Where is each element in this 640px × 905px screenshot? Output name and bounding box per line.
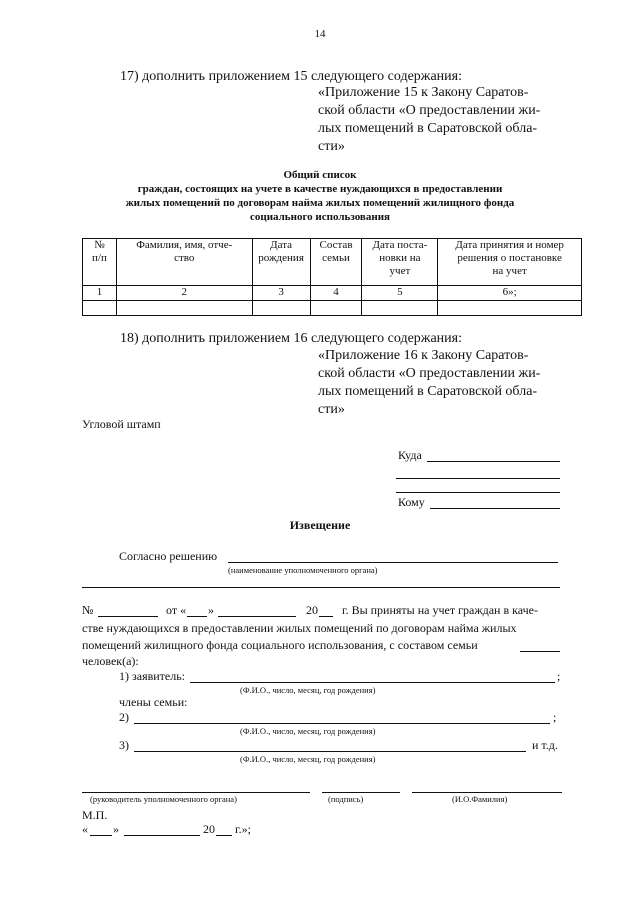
table-cell <box>116 301 252 316</box>
signature-line <box>322 792 400 793</box>
applicant-caption: (Ф.И.О., число, месяц, год рождения) <box>240 685 376 695</box>
quote-line: сти» <box>318 139 345 154</box>
quote-line: сти» <box>318 402 345 417</box>
paragraph-line-4: человек(а): <box>82 654 139 668</box>
year-blank <box>319 616 333 617</box>
table-cell: 4 <box>310 286 362 301</box>
decision-caption: (наименование уполномоченного органа) <box>228 565 378 575</box>
from-label: от « <box>166 603 187 617</box>
date-year-prefix: 20 <box>203 822 215 836</box>
table-cell: 1 <box>83 286 117 301</box>
signature-caption: (подпись) <box>328 794 364 804</box>
quote-line: «Приложение 16 к Закону Саратов- <box>318 348 529 363</box>
table-header-cell: Фамилия, имя, отче- ство <box>116 239 252 286</box>
head-caption: (руководитель уполномоченного органа) <box>90 794 237 804</box>
number-label: № <box>82 603 94 617</box>
decision-line <box>228 562 558 563</box>
paragraph-line-1: г. Вы приняты на учет граждан в каче- <box>342 603 538 617</box>
paragraph-line-2: стве нуждающихся в предоставлении жилых помещений по договорам найма жилых <box>82 621 517 635</box>
decision-line-2 <box>82 587 560 588</box>
semicolon: ; <box>553 710 557 724</box>
table-header-cell: Дата рождения <box>252 239 310 286</box>
semicolon: ; <box>557 669 561 683</box>
address-line <box>396 478 560 479</box>
date-close-quote: » <box>113 822 119 836</box>
item-17-quote <box>318 84 560 156</box>
table-cell: 5 <box>362 286 438 301</box>
decision-label: Согласно решению <box>119 549 218 563</box>
table-number-row <box>83 286 582 301</box>
date-year-blank <box>216 835 232 836</box>
date-month-blank <box>124 835 200 836</box>
date-year-suffix: г.»; <box>235 822 251 836</box>
date-day-blank <box>90 835 112 836</box>
member-3-line <box>134 751 526 752</box>
list-title-line: жилых помещений по договорам найма жилых помещений жилищного фонда <box>125 197 515 209</box>
list-title-line: граждан, состоящих на учете в качестве нуждающихся в предоставлении <box>137 183 503 195</box>
table-cell: 3 <box>252 286 310 301</box>
table-header-cell: № п/п <box>83 239 117 286</box>
head-signature-line <box>82 792 310 793</box>
name-line <box>412 792 562 793</box>
list-title <box>60 168 580 224</box>
item-18-text: 18) дополнить приложением 16 следующего содержания: <box>120 331 462 346</box>
member-2-label: 2) <box>119 710 129 724</box>
whom-label: Кому <box>398 495 425 509</box>
notice-title: Извещение <box>289 518 351 532</box>
quote-line: ской области «О предоставлении жи- <box>318 366 541 381</box>
etc-label: и т.д. <box>532 738 558 752</box>
table-cell <box>362 301 438 316</box>
where-label: Куда <box>398 448 422 462</box>
seal-label: М.П. <box>82 808 108 822</box>
date-open-quote: « <box>82 822 88 836</box>
whom-line <box>430 508 560 509</box>
item-18-quote <box>318 347 560 419</box>
list-title-line: социального использования <box>249 211 390 223</box>
quote-line: лых помещений в Саратовской обла- <box>318 121 538 136</box>
month-blank <box>218 616 296 617</box>
applicant-label: 1) заявитель: <box>119 669 186 683</box>
applicant-line <box>190 682 555 683</box>
quote-line: лых помещений в Саратовской обла- <box>318 384 538 399</box>
citizens-table <box>82 238 582 316</box>
quote-line: «Приложение 15 к Закону Саратов- <box>318 85 529 100</box>
table-cell <box>438 301 582 316</box>
address-line <box>396 492 560 493</box>
family-members-label: члены семьи: <box>119 695 188 709</box>
day-blank <box>187 616 207 617</box>
table-header-cell: Дата принятия и номер решения о постановке на учет <box>438 239 582 286</box>
member-2-line <box>134 723 550 724</box>
table-cell <box>83 301 117 316</box>
name-caption: (И.О.Фамилия) <box>452 794 508 804</box>
table-cell: 2 <box>116 286 252 301</box>
table-header-cell: Состав семьи <box>310 239 362 286</box>
paragraph-line-3: помещений жилищного фонда социального использования, с составом семьи <box>82 638 478 652</box>
page-number: 14 <box>314 28 326 40</box>
member-2-caption: (Ф.И.О., число, месяц, год рождения) <box>240 726 376 736</box>
where-line <box>427 461 560 462</box>
quote-close: » <box>208 603 214 617</box>
year-prefix: 20 <box>306 603 318 617</box>
number-blank <box>98 616 158 617</box>
table-cell <box>310 301 362 316</box>
table-header-row <box>83 239 582 286</box>
member-3-label: 3) <box>119 738 129 752</box>
member-3-caption: (Ф.И.О., число, месяц, год рождения) <box>240 754 376 764</box>
list-title-line: Общий список <box>283 169 357 181</box>
table-header-cell: Дата поста- новки на учет <box>362 239 438 286</box>
family-size-blank <box>520 651 560 652</box>
table-cell <box>252 301 310 316</box>
table-cell: 6»; <box>438 286 582 301</box>
item-17-text: 17) дополнить приложением 15 следующего содержания: <box>120 69 462 84</box>
corner-stamp-label: Угловой штамп <box>82 417 161 431</box>
table-empty-row <box>83 301 582 316</box>
quote-line: ской области «О предоставлении жи- <box>318 103 541 118</box>
